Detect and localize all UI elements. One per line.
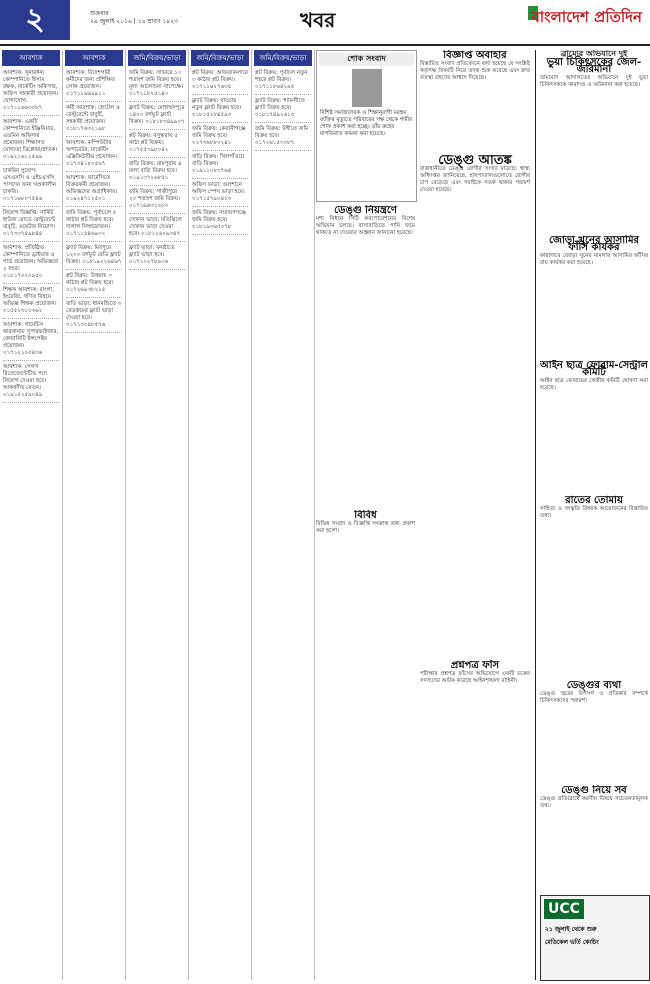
classified-column-5 — [252, 50, 315, 980]
classified-ad: বাড়ি বিক্রয়: রামপুরায় ৪ তলা বাড়ি বিক্রয় হবে। ০১৯১৩৭২৬৮৫১ — [129, 161, 185, 186]
article-question-leak — [420, 660, 530, 980]
article-headline: ভুয়া চিকিৎসকের জেল-জরিমানা — [546, 57, 642, 75]
article-misc — [316, 510, 415, 710]
advert-line: ২১ জুলাই থেকে শুরু — [545, 926, 597, 933]
classified-ad: আবশ্যক: বিদেশগামী কর্মীদের জন্য প্রশিক্ষিত লোক প্রয়োজন। ০১৭১১৯৬৯৯১১ — [66, 70, 122, 102]
article-headline: জোড়া খুনের আসামির ফাঁসি কার্যকর — [548, 235, 640, 253]
article-body: ভ্রাম্যমাণ আদালতের অভিযানে দুই ভুয়া চিকিৎসককে কারাদণ্ড ও জরিমানা করা হয়েছে। — [540, 75, 648, 88]
article-law-forum — [540, 360, 648, 490]
column-divider — [535, 50, 536, 980]
classified-ad: আবশ্যক: গার্মেন্টস কারখানায় সুপারভাইজার, কোয়ালিটি ইন্সপেক্টর প্রয়োজন। ০১৭১২১০৫৪৩৬ — [3, 322, 59, 361]
dateline — [90, 10, 178, 26]
article-dengue-pain — [540, 680, 648, 780]
classified-ad: ফ্ল্যাট ভাড়া: বনশ্রীতে ফ্ল্যাট ভাড়া হবে। ০১৭১০২৭৮৯৩৬ — [129, 245, 185, 270]
article-kicker: ব্রাম্যের অভিযানে দুই — [560, 50, 628, 58]
article-body: পরীক্ষার প্রশ্নপত্র ফাঁসের অভিযোগে একটি চক্রের সদস্যদের আটক করেছে আইনশৃঙ্খলা বাহিনী। — [420, 671, 530, 684]
classified-ad: জমি বিক্রয়: টঙ্গীতে জমি বিক্রয় হবে। ০১৭২৬১৫৩০৮৭ — [255, 126, 311, 151]
classified-ad: বাড়ি ভাড়া: ধানমন্ডিতে ৩ বেডরুমের ফ্ল্যাট ভাড়া দেওয়া হবে। ০১৭১৩০৪৮৫৭৬ — [66, 301, 122, 333]
classified-ad: আবশ্যক: একটি কোম্পানিতে ইঞ্জিনিয়ার, এডমিন অফিসার প্রয়োজন। শিক্ষাগত যোগ্যতা ডিপ্লোমা/স্নাতক। ০১৯২১৬১২৫৬৯ — [3, 119, 59, 165]
article-dengue-control — [316, 205, 415, 505]
article-headline: আইন ছাত্র ফোরাম-সেন্ট্রাল কমিটি — [540, 360, 648, 378]
classified-column-4 — [189, 50, 252, 980]
classified-ad: প্লট বিক্রয়: আফতাবনগরে ৩ কাঠার প্লট বিক্রয়। ০১৭১১৪২৭৬৩৫ — [192, 70, 248, 95]
classified-ad: আবশ্যক: ফার্মেসিতে বিক্রয়কর্মী প্রয়োজন। অভিজ্ঞদের অগ্রাধিকার। ০১৯২৪৭১২৫০১ — [66, 175, 122, 207]
classified-ad: বাড়ি বিক্রয়: খিলগাঁওয়ে বাড়ি বিক্রয়। ০১৯১১০৮৩৭৬৪ — [192, 154, 248, 179]
advert-line: মেডিকেল ভর্তি কোচিং — [545, 939, 599, 946]
article-dengue-panic — [420, 155, 530, 655]
classified-ad: ফ্ল্যাট বিক্রয়: বাড্ডায় নতুন ফ্ল্যাট বিক্রয় হবে। ০১৮১৫২৮৪৫৯৩ — [192, 98, 248, 123]
masthead — [0, 0, 650, 46]
classified-column-3 — [126, 50, 189, 980]
section-title: খবর — [300, 8, 336, 32]
classified-ad: আবশ্যক: কম্পিউটার অপারেটর, মার্কেটিং এক্সিকিউটিভ প্রয়োজন। ০১৭৩৪১৮০৫৬৭ — [66, 140, 122, 172]
article-body: ডেঙ্গু জ্বরের উপসর্গ ও প্রতিকার সম্পর্কে চিকিৎসকদের পরামর্শ। — [540, 691, 648, 704]
article-body: কারাগারে জোড়া খুনের মামলার আসামির ফাঁসির রায় কার্যকর করা হয়েছে। — [540, 253, 648, 266]
classified-ad: চাকরির সুযোগ: এসএসসি ও এইচএসসি পাসদের জন্য খণ্ডকালীন চাকরি। ০১৭১৬৮০৭৫৪৬ — [3, 168, 59, 207]
classified-ad: ফ্ল্যাট বিক্রয়: শ্যামলীতে ফ্ল্যাট বিক্রয় হবে। ০১৮১৭৪৯২৬১৩ — [255, 98, 311, 123]
article-headline: ডেঙ্গু আতঙ্ক — [438, 155, 512, 168]
page-number: ২ — [0, 0, 70, 40]
article-notice — [420, 50, 530, 150]
classified-ad: আবশ্যক: সেলস রিপ্রেজেন্টেটিভ পদে নিয়োগ দেওয়া হবে। আকর্ষণীয় বেতন। ০১৯১৫২৫৯০৪৯ — [3, 364, 59, 403]
obituary-text: বিশিষ্ট সমাজসেবক ও শিক্ষানুরাগী মরহুম ব্যক্তির মৃত্যুতে পরিবারের পক্ষ থেকে গভীর শোক প্রকাশ করা হচ্ছে। তাঁর রুহের মাগফিরাত কামনা করা হয়েছে। — [320, 110, 413, 137]
classified-ad: জমি বিক্রয়: গাজীপুরে ২০ শতাংশ জমি বিক্রয়। ০১৭১৬৪৩১২৮০ — [129, 189, 185, 214]
article-body: সাহিত্য ও সংস্কৃতি বিষয়ক আয়োজনের বিস্তারিত তথ্য। — [540, 506, 648, 519]
article-headline: প্রশ্নপত্র ফাঁস — [450, 660, 500, 671]
classified-ad: আবশ্যক: প্রতিষ্ঠিত কোম্পানিতে ড্রাইভার ও গার্ড প্রয়োজন। অভিজ্ঞতা ২ বছর। ০১৮১৭০২০৯৫০ — [3, 245, 59, 284]
article-fake-doctors — [540, 50, 648, 230]
classified-ad: জমি বিক্রয়: কেরানীগঞ্জে জমি বিক্রয় হবে। ০১৭৩৬৮৮০২৪১ — [192, 126, 248, 151]
article-execution — [540, 235, 648, 355]
classified-ad: জমি বিক্রয়: সাভারে ১০ শতাংশ জমি বিক্রয় হবে। মূল্য আলোচনা সাপেক্ষে। ০১৭১১৮২৫১৪০ — [129, 70, 185, 102]
column-header: জমি/বিক্রয়/ভাড়া — [128, 50, 186, 66]
classified-ad: প্লট বিক্রয়: পূর্বাচল নতুন শহরে প্লট বিক্রয়। ০১৭১১৮৬৪২৯৫ — [255, 70, 311, 95]
classified-column-2 — [63, 50, 126, 980]
classified-ad: প্লট বিক্রয়: উত্তরায় ৩ কাঠার প্লট বিক্রয় হবে। ০১৭২৬৯৩৮২১৫ — [66, 273, 122, 298]
classified-ad: ফ্ল্যাট বিক্রয়: মোহাম্মদপুরে ১৪০০ বর্গফুট ফ্ল্যাট বিক্রয়। ০১৮১৮৩৪৯৯০৭ — [129, 105, 185, 130]
classified-ad: জমি বিক্রয়: পূর্বাচলে ৫ কাঠার প্লট বিক্রয় হবে। দালাল নিষ্প্রয়োজন। ০১৭১১৫৪৬৯৩২ — [66, 210, 122, 242]
column-header: জমি/বিক্রয়/ভাড়া — [191, 50, 249, 66]
advert-logo: UCC — [544, 899, 584, 919]
article-headline: রাতের তোমায় — [565, 495, 623, 506]
article-body: মশা নিধনে সিটি করপোরেশনের বিশেষ অভিযান চলছে। বাসাবাড়িতে পানি জমে থাকতে না দেওয়ার আহ্বান জানানো হয়েছে। — [316, 216, 415, 236]
column-header: আবশ্যক — [2, 50, 60, 66]
column-header: আবশ্যক — [65, 50, 123, 66]
article-headline: ডেঙ্গু নিয়ে সব — [561, 785, 627, 796]
classified-ad: শিক্ষক আবশ্যক: বাংলা, ইংরেজি, গণিত বিষয়ে অভিজ্ঞ শিক্ষক প্রয়োজন। ০১৫৫২৩১০৩৬২ — [3, 287, 59, 319]
classified-ad: জমি বিক্রয়: নারায়ণগঞ্জে জমি বিক্রয় হবে। ০১৮১৯৩৬৫০৭৮ — [192, 210, 248, 235]
classified-ad: অফিস ভাড়া: গুলশানে অফিস স্পেস ভাড়া হবে। ০১৭১৫৭৯০৪২৩ — [192, 182, 248, 207]
article-dengue-all — [540, 785, 648, 890]
article-night — [540, 495, 648, 675]
column-header: জমি/বিক্রয়/ভাড়া — [254, 50, 312, 66]
classified-column-1 — [0, 50, 63, 980]
classified-ad: নিয়োগ বিজ্ঞপ্তি: সার্কিট হাউজ রোডে রেস্টুরেন্টে বাবুর্চি, ওয়েটার নিয়োগ। ০১৭৩৩৭৫৯৮৪৪ — [3, 210, 59, 242]
date-label: ২৯ জুলাই ২০১৬ | ১৪ শ্রাবণ ১৪২৩ — [90, 18, 178, 25]
obituary-title: শোক সংবাদ — [319, 53, 414, 66]
obituary-box — [316, 50, 417, 202]
article-headline: বিবিধ — [354, 510, 377, 521]
article-body: ডেঙ্গু প্রতিরোধে করণীয় বিষয়ে সচেতনতামূলক তথ্য। — [540, 796, 648, 809]
classified-ad: কর্মী আবশ্যক: হোটেল ও রেস্টুরেন্টে বাবুর্চি, সহকারী প্রয়োজন। ০১৮১৭৬৩২১৯৮ — [66, 105, 122, 137]
article-body: বিস্তারিত সংবাদ প্রতিবেদনে বলা হয়েছে যে সংশ্লিষ্ট কর্তৃপক্ষ বিষয়টি নিয়ে তদন্ত শুরু করেছে এবং দ্রুত ব্যবস্থা গ্রহণের আশ্বাস দিয়েছে। — [420, 61, 530, 81]
article-body: রাজধানীতে ডেঙ্গু রোগীর সংখ্যা বাড়ছে। স্বাস্থ্য অধিদপ্তর জানিয়েছে, হাসপাতালগুলোতে রোগীর চাপ বেড়েছে এবং সবাইকে সতর্ক থাকার পরামর্শ দেওয়া হয়েছে। — [420, 166, 530, 193]
classified-ad: প্লট বিক্রয়: বসুন্ধরায় ৫ কাঠা প্লট বিক্রয়। ০১৭৫৫৩৯৮০৪২ — [129, 133, 185, 158]
article-body: আইন ছাত্র ফোরামের কেন্দ্রীয় কমিটি ঘোষণা করা হয়েছে। — [540, 378, 648, 391]
article-headline: ডেঙ্গুর ব্যথা — [566, 680, 622, 691]
day-label: শুক্রবার — [90, 10, 109, 17]
coaching-advertisement — [540, 895, 650, 981]
classified-ad: ফ্ল্যাট বিক্রয়: মিরপুরে ১২০০ বর্গফুট রেডি ফ্ল্যাট বিক্রয়। ০১৮১৯২২৬৪৬৭ — [66, 245, 122, 270]
article-body: বিভিন্ন সংবাদ ও বিজ্ঞপ্তি সংক্রান্ত তথ্য প্রকাশ করা হলো। — [316, 521, 415, 534]
article-headline: ডেঙ্গু নিয়ন্ত্রণে — [334, 205, 397, 216]
classified-ad: দোকান ভাড়া: মতিঝিলে দোকান ভাড়া দেওয়া হবে। ০১৮১২৬০৯৩৪৭ — [129, 217, 185, 242]
brand-name: বাংলাদেশ প্রতিদিন — [531, 8, 642, 26]
classified-ad: আবশ্যক: সুনামধন্য কোম্পানিতে হিসাব রক্ষক, মার্কেটিং অফিসার, অফিস সহকারী প্রয়োজন। যোগাযোগ: ০১৭১১৬৬৩০৮৭ — [3, 70, 59, 116]
portrait-photo — [352, 69, 382, 107]
article-headline: বিজ্ঞাপ্ত অবাহার — [443, 50, 507, 61]
